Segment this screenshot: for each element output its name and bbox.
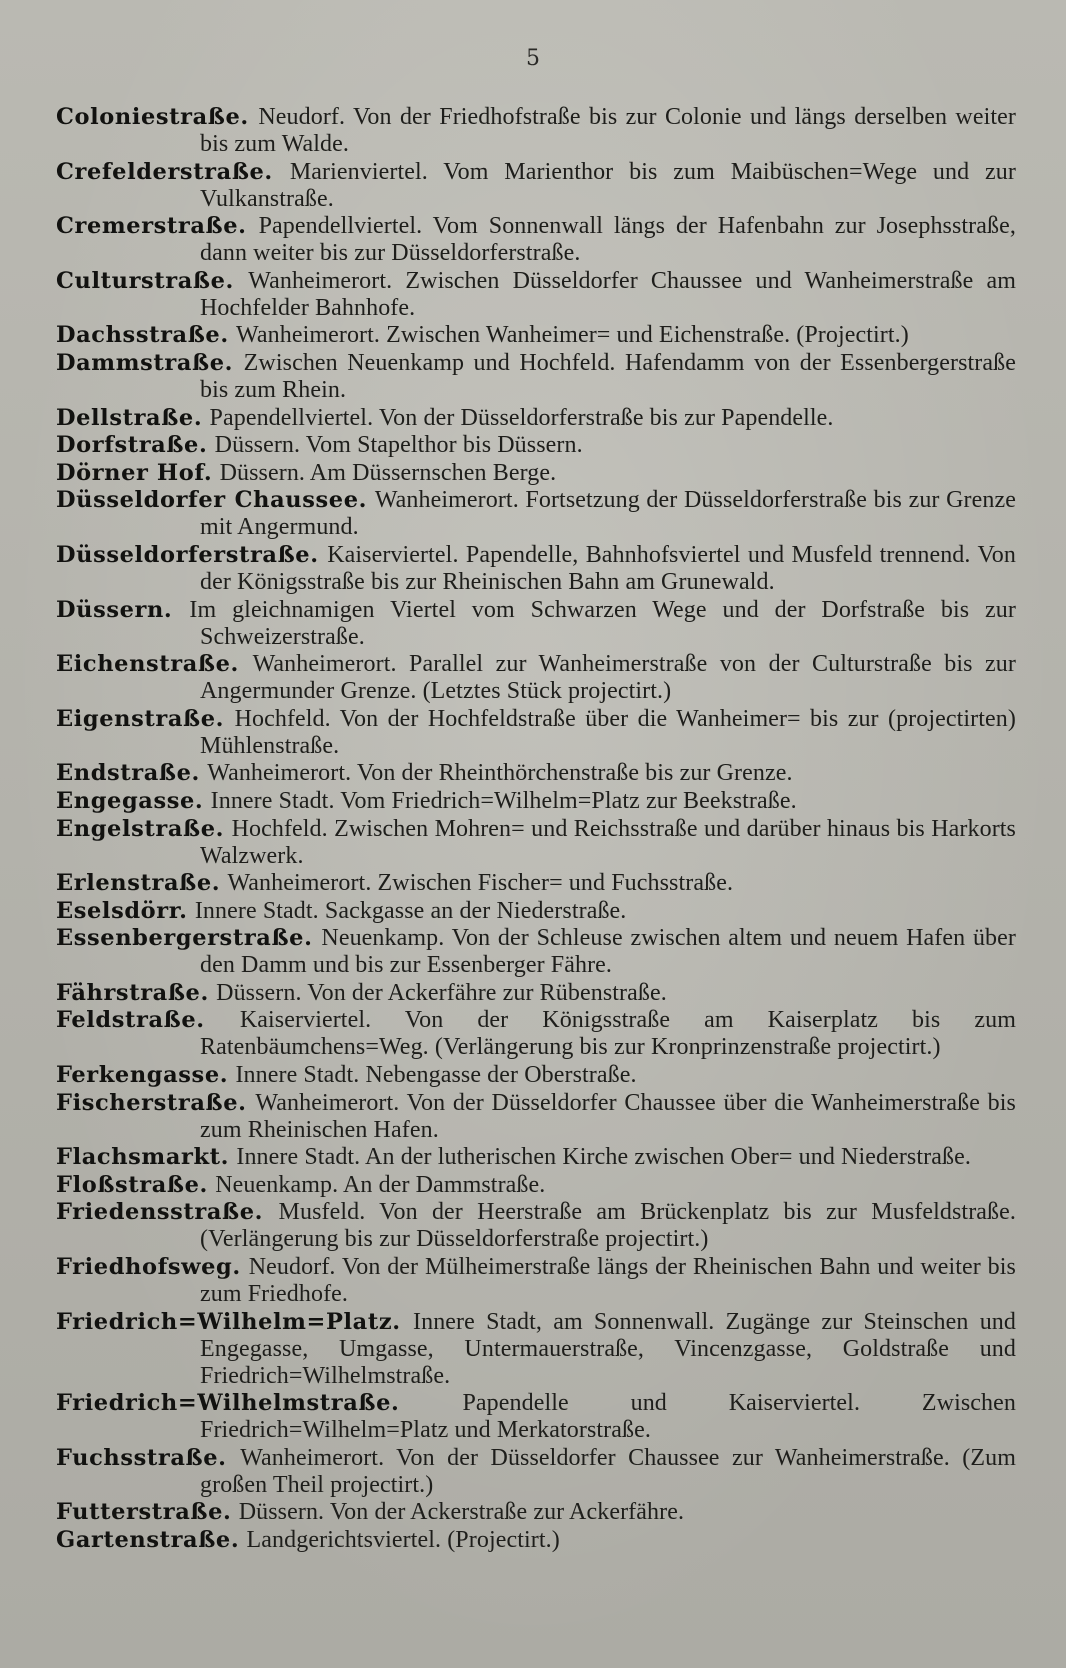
- street-name: Friedrich=Wilhelm=Platz.: [56, 1308, 401, 1335]
- directory-entry: [56, 268, 1016, 322]
- street-description: Düssern. Vom Stapelthor bis Düssern.: [214, 432, 583, 459]
- directory-entry: [56, 350, 1016, 404]
- page-number: 5: [526, 46, 540, 71]
- street-name: Fuchsstraße.: [56, 1444, 227, 1471]
- directory-entry: [56, 1062, 1016, 1089]
- street-name: Erlenstraße.: [56, 870, 221, 897]
- directory-entry: [56, 159, 1016, 213]
- street-description: Düssern. Von der Ackerfähre zur Rübenstraße.: [216, 979, 667, 1006]
- directory-entry: [56, 980, 1016, 1007]
- directory-entry: [56, 542, 1016, 596]
- street-description: Wanheimerort. Von der Rheinthörchenstraße bis zur Grenze.: [207, 760, 793, 787]
- street-name: Cremerstraße.: [56, 213, 247, 240]
- street-name: Floßstraße.: [56, 1171, 208, 1198]
- street-name: Friedrich=Wilhelmstraße.: [56, 1390, 400, 1417]
- directory-entry: [56, 1309, 1016, 1390]
- street-name: Feldstraße.: [56, 1007, 205, 1034]
- directory-entry: [56, 1007, 1016, 1061]
- directory-entry: [56, 1090, 1016, 1144]
- street-description: Papendelle und Kaiserviertel. Zwischen Friedrich=Wilhelm=Platz und Merkatorstraße.: [200, 1390, 1016, 1444]
- street-name: Dörner Hof.: [56, 459, 213, 486]
- street-name: Friedensstraße.: [56, 1199, 264, 1226]
- street-description: Innere Stadt. An der lutherischen Kirche zwischen Ober= und Niederstraße.: [236, 1144, 971, 1171]
- street-name: Dammstraße.: [56, 349, 234, 376]
- street-name: Culturstraße.: [56, 267, 234, 294]
- street-name: Düsseldorfer Chaussee.: [56, 487, 368, 514]
- directory-entry: [56, 760, 1016, 787]
- directory-entry: [56, 322, 1016, 349]
- directory-entry: [56, 432, 1016, 459]
- street-description: Innere Stadt. Vom Friedrich=Wilhelm=Platz zur Beekstraße.: [210, 787, 797, 814]
- directory-entry: [56, 104, 1016, 158]
- street-name: Eichenstraße.: [56, 651, 239, 678]
- street-name: Futterstraße.: [56, 1499, 232, 1526]
- directory-entry: [56, 925, 1016, 979]
- directory-entry: [56, 460, 1016, 487]
- street-description: Wanheimerort. Von der Düsseldorfer Chaussee zur Wanheimerstraße. (Zum großen Theil projectirt.): [200, 1444, 1016, 1498]
- street-description: Innere Stadt, am Sonnenwall. Zugänge zur Steinschen und Engegasse, Umgasse, Untermauerstraße, Vincenzgasse, Goldstraße und Friedrich=Wilhelmstraße.: [200, 1308, 1016, 1389]
- street-description: Wanheimerort. Von der Düsseldorfer Chaussee über die Wanheimerstraße bis zum Rheinischen Hafen.: [200, 1089, 1016, 1143]
- street-name: Crefelderstraße.: [56, 158, 273, 185]
- street-description: Innere Stadt. Nebengasse der Oberstraße.: [235, 1062, 637, 1089]
- street-name: Düsseldorferstraße.: [56, 541, 319, 568]
- street-description: Zwischen Neuenkamp und Hochfeld. Hafendamm von der Essenbergerstraße bis zum Rhein.: [200, 349, 1016, 403]
- directory-entry: [56, 405, 1016, 432]
- street-name: Engegasse.: [56, 787, 204, 814]
- directory-entry: [56, 1199, 1016, 1253]
- street-description: Im gleichnamigen Viertel vom Schwarzen Wege und der Dorfstraße bis zur Schweizerstraße.: [189, 596, 1016, 650]
- street-name: Gartenstraße.: [56, 1527, 240, 1553]
- street-name: Dorfstraße.: [56, 432, 208, 459]
- street-description: Hochfeld. Von der Hochfeldstraße über die Wanheimer= bis zur (projectirten) Mühlenstraße.: [200, 705, 1016, 759]
- directory-entry: [56, 597, 1016, 651]
- street-description: Wanheimerort. Zwischen Düsseldorfer Chaussee und Wanheimerstraße am Hochfelder Bahnhofe.: [200, 267, 1016, 321]
- directory-entry: [56, 788, 1016, 815]
- street-name: Eigenstraße.: [56, 705, 225, 732]
- directory-entry: [56, 487, 1016, 541]
- directory-entry: [56, 898, 1016, 925]
- street-description: Wanheimerort. Zwischen Wanheimer= und Eichenstraße. (Projectirt.): [236, 322, 909, 349]
- directory-entry: [56, 651, 1016, 705]
- directory-entry: [56, 1527, 1016, 1554]
- street-description: Düssern. Am Düssernschen Berge.: [219, 459, 557, 486]
- directory-entry: [56, 1499, 1016, 1526]
- street-name: Friedhofsweg.: [56, 1254, 241, 1281]
- street-description: Neuenkamp. Von der Schleuse zwischen altem und neuem Hafen über den Damm und bis zur Essenberger Fähre.: [200, 925, 1016, 979]
- street-description: Papendellviertel. Von der Düsseldorferstraße bis zur Papendelle.: [209, 404, 834, 431]
- street-description: Wanheimerort. Parallel zur Wanheimerstraße von der Culturstraße bis zur Angermunder Grenze. (Letztes Stück projectirt.): [200, 651, 1016, 705]
- street-name: Düssern.: [56, 596, 173, 623]
- directory-entry: [56, 213, 1016, 267]
- directory-entry: [56, 706, 1016, 760]
- street-name: Fährstraße.: [56, 979, 209, 1006]
- street-description: Düssern. Von der Ackerstraße zur Ackerfähre.: [238, 1499, 685, 1526]
- directory-entry: [56, 1254, 1016, 1308]
- street-name: Flachsmarkt.: [56, 1144, 230, 1171]
- street-description: Wanheimerort. Fortsetzung der Düsseldorferstraße bis zur Grenze mit Angermund.: [200, 487, 1017, 541]
- street-description: Kaiserviertel. Papendelle, Bahnhofsviertel und Musfeld trennend. Von der Königsstraße bis zur Rheinischen Bahn am Grunewald.: [200, 541, 1016, 595]
- street-name: Essenbergerstraße.: [56, 925, 313, 952]
- street-description: Marienviertel. Vom Marienthor bis zum Maibüschen=Wege und zur Vulkanstraße.: [200, 158, 1016, 212]
- street-description: Musfeld. Von der Heerstraße am Brückenplatz bis zur Musfeldstraße. (Verlängerung bis zur Düsseldorferstraße projectirt.): [200, 1199, 1016, 1253]
- street-description: Wanheimerort. Zwischen Fischer= und Fuchsstraße.: [227, 870, 734, 897]
- street-name: Engelstraße.: [56, 815, 225, 842]
- street-description: Landgerichtsviertel. (Projectirt.): [246, 1527, 560, 1553]
- directory-entry: [56, 1172, 1016, 1199]
- directory-entry: [56, 870, 1016, 897]
- street-name: Eselsdörr.: [56, 897, 188, 924]
- street-description: Hochfeld. Zwischen Mohren= und Reichsstraße und darüber hinaus bis Harkorts Walzwerk.: [200, 815, 1016, 869]
- directory-entry: [56, 1144, 1016, 1171]
- street-directory-list: [56, 104, 1016, 1555]
- street-description: Neuenkamp. An der Dammstraße.: [215, 1171, 546, 1198]
- street-description: Neudorf. Von der Friedhofstraße bis zur Colonie und längs derselben weiter bis zum Walde.: [200, 104, 1016, 157]
- street-description: Kaiserviertel. Von der Königsstraße am Kaiserplatz bis zum Ratenbäumchens=Weg. (Verlängerung bis zur Kronprinzenstraße projectirt.): [200, 1007, 1016, 1061]
- street-name: Ferkengasse.: [56, 1062, 229, 1089]
- street-description: Papendellviertel. Vom Sonnenwall längs der Hafenbahn zur Josephsstraße, dann weiter bis zur Düsseldorferstraße.: [200, 213, 1016, 267]
- directory-entry: [56, 1445, 1016, 1499]
- directory-entry: [56, 1390, 1016, 1444]
- street-description: Innere Stadt. Sackgasse an der Niederstraße.: [194, 897, 627, 924]
- street-name: Endstraße.: [56, 760, 200, 787]
- street-name: Dachsstraße.: [56, 322, 229, 349]
- street-name: Coloniestraße.: [56, 104, 249, 130]
- directory-entry: [56, 816, 1016, 870]
- street-name: Dellstraße.: [56, 404, 203, 431]
- street-name: Fischerstraße.: [56, 1089, 247, 1116]
- street-description: Neudorf. Von der Mülheimerstraße längs der Rheinischen Bahn und weiter bis zum Friedhofe.: [200, 1254, 1016, 1308]
